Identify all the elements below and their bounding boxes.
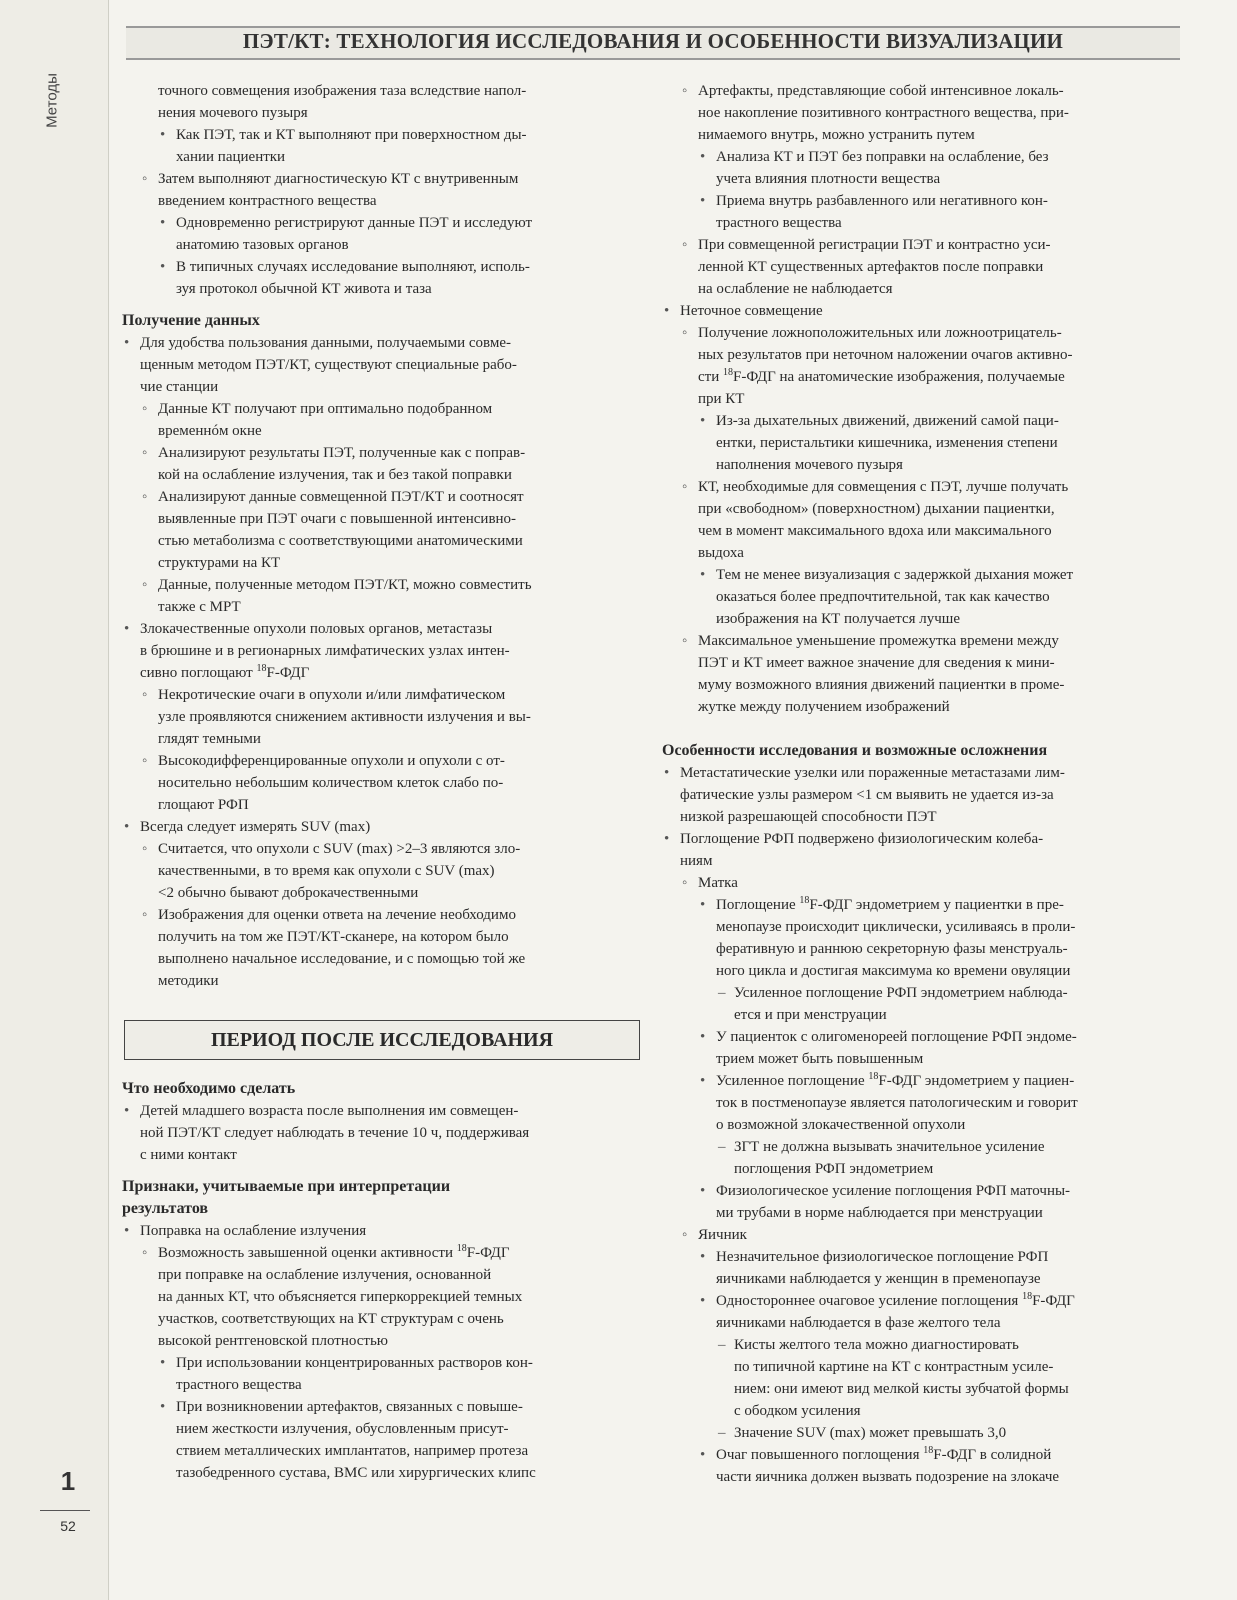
text-line: методики — [158, 973, 219, 989]
bullet-icon: • — [160, 1355, 166, 1371]
text-line: узле проявляются снижением активности излучения и вы- — [158, 709, 531, 725]
text-line: нием жесткости излучения, обусловленным присут- — [176, 1421, 509, 1437]
circle-bullet-icon: ◦ — [142, 171, 148, 187]
text-line: ной ПЭТ/КТ следует наблюдать в течение 10 ч, поддерживая — [140, 1125, 530, 1141]
text-line: ПЭТ и КТ имеет важное значение для сведения к мини- — [698, 655, 1055, 671]
bullet-icon: • — [124, 819, 130, 835]
text-line: яичниками наблюдается в фазе желтого тела — [716, 1315, 1001, 1331]
bullet-icon: • — [700, 1293, 706, 1309]
text-line: высокой рентгеновской плотностью — [158, 1333, 388, 1349]
bullet-icon: • — [160, 259, 166, 275]
section-tab-label: Методы — [43, 73, 61, 128]
left-column — [122, 80, 642, 1484]
list-item: • Как ПЭТ, так и КТ выполняют при поверхностном ды- — [122, 124, 642, 146]
subheading: Признаки, учитываемые при интерпретации — [122, 1178, 451, 1195]
text-line: с ними контакт — [140, 1147, 237, 1163]
chapter-divider — [40, 1510, 90, 1511]
dash-bullet-icon: – — [718, 1337, 726, 1353]
circle-bullet-icon: ◦ — [142, 577, 148, 593]
text-line: выполнено начальное исследование, и с помощью той же — [158, 951, 526, 967]
list-item: ◦ Считается, что опухоли с SUV (max) >2–3 являются зло- — [122, 838, 642, 860]
text-line: выдоха — [698, 545, 744, 561]
dash-bullet-icon: – — [718, 985, 726, 1001]
list-item: • У пациенток с олигоменореей поглощение РФП эндоме- — [662, 1026, 1182, 1048]
text-line: нения мочевого пузыря — [158, 105, 308, 121]
text-line: ниям — [680, 853, 713, 869]
text-line: структурами на КТ — [158, 555, 281, 571]
list-item: • Физиологическое усиление поглощения РФП маточны- — [662, 1180, 1182, 1202]
text-line: при «свободном» (поверхностном) дыхании пациентки, — [698, 501, 1055, 517]
text-line: с ободком усиления — [734, 1403, 861, 1419]
text-line: о возможной злокачественной опухоли — [716, 1117, 966, 1133]
text-line: ных результатов при неточном наложении очагов активно- — [698, 347, 1073, 363]
right-column — [662, 80, 1182, 1488]
list-item: ◦ Высокодифференцированные опухоли и опухоли с от- — [122, 750, 642, 772]
text-line: анатомию тазовых органов — [176, 237, 349, 253]
circle-bullet-icon: ◦ — [682, 633, 688, 649]
text-line: ток в постменопаузе является патологическим и говорит — [716, 1095, 1078, 1111]
text-line: ленной КТ существенных артефактов после поправки — [698, 259, 1044, 275]
list-item: • Незначительное физиологическое поглощение РФП — [662, 1246, 1182, 1268]
list-item: • Неточное совмещение — [662, 300, 1182, 322]
bullet-icon: • — [664, 765, 670, 781]
circle-bullet-icon: ◦ — [682, 479, 688, 495]
circle-bullet-icon: ◦ — [682, 325, 688, 341]
text-line: фатические узлы размером <1 см выявить не удается из-за — [680, 787, 1054, 803]
text-line: кой на ослабление излучения, так и без такой поправки — [158, 467, 512, 483]
list-item: ◦ Максимальное уменьшение промежутка времени между — [662, 630, 1182, 652]
text-line: при поправке на ослабление излучения, основанной — [158, 1267, 492, 1283]
bullet-icon: • — [700, 897, 706, 913]
list-item: – Кисты желтого тела можно диагностировать — [662, 1334, 1182, 1356]
text-line: нимаемого внутрь, можно устранить путем — [698, 127, 975, 143]
list-item: • Поглощение РФП подвержено физиологическим колеба- — [662, 828, 1182, 850]
list-item: • При использовании концентрированных растворов кон- — [122, 1352, 642, 1374]
bullet-icon: • — [700, 1249, 706, 1265]
subheading: Особенности исследования и возможные осложнения — [662, 742, 1048, 759]
page-sidebar — [0, 0, 109, 1600]
list-item: ◦ Возможность завышенной оценки активности $^{18}$F-ФДГ — [122, 1242, 642, 1264]
list-item: • Метастатические узелки или пораженные метастазами лим- — [662, 762, 1182, 784]
text-line: изображения на КТ получается лучше — [716, 611, 960, 627]
circle-bullet-icon: ◦ — [142, 401, 148, 417]
list-item: ◦ КТ, необходимые для совмещения с ПЭТ, лучше получать — [662, 476, 1182, 498]
list-item: ◦ Артефакты, представляющие собой интенсивное локаль- — [662, 80, 1182, 102]
text-line: поглощения РФП эндометрием — [734, 1161, 934, 1177]
text-line: ное накопление позитивного контрастного вещества, при- — [698, 105, 1069, 121]
text-line: яичниками наблюдается у женщин в пременопаузе — [716, 1271, 1041, 1287]
list-item: • Анализа КТ и ПЭТ без поправки на ослабление, без — [662, 146, 1182, 168]
text-line: на данных КТ, что объясняется гиперкоррекцией темных — [158, 1289, 523, 1305]
list-item: ◦ Анализируют результаты ПЭТ, полученные как с поправ- — [122, 442, 642, 464]
text-line: муму возможного влияния движений пациентки в проме- — [698, 677, 1065, 693]
text-line: глядят темными — [158, 731, 261, 747]
list-item: ◦ Матка — [662, 872, 1182, 894]
subheading: Получение данных — [122, 312, 260, 329]
list-item: ◦ Некротические очаги в опухоли и/или лимфатическом — [122, 684, 642, 706]
text-line: <2 обычно бывают доброкачественными — [158, 885, 419, 901]
bullet-icon: • — [700, 149, 706, 165]
text-line: ми трубами в норме наблюдается при менструации — [716, 1205, 1043, 1221]
bullet-icon: • — [160, 1399, 166, 1415]
text-line: нием: они имеют вид мелкой кисты зубчатой формы — [734, 1381, 1069, 1397]
list-item: • Одновременно регистрируют данные ПЭТ и исследуют — [122, 212, 642, 234]
dash-bullet-icon: – — [718, 1139, 726, 1155]
circle-bullet-icon: ◦ — [142, 489, 148, 505]
text-line: хании пациентки — [176, 149, 286, 165]
bullet-icon: • — [664, 303, 670, 319]
list-item: • Злокачественные опухоли половых органов, метастазы — [122, 618, 642, 640]
dash-bullet-icon: – — [718, 1425, 726, 1441]
circle-bullet-icon: ◦ — [142, 907, 148, 923]
page-title: ПЭТ/КТ: ТЕХНОЛОГИЯ ИССЛЕДОВАНИЯ И ОСОБЕННОСТИ ВИЗУАЛИЗАЦИИ — [242, 29, 1064, 53]
text-line: ствием металлических имплантатов, например протеза — [176, 1443, 529, 1459]
text-line: менопаузе происходит циклически, усиливаясь в проли- — [716, 919, 1076, 935]
bullet-icon: • — [160, 215, 166, 231]
list-item: • Приема внутрь разбавленного или негативного кон- — [662, 190, 1182, 212]
text-line: щенным методом ПЭТ/КТ, существуют специальные рабо- — [140, 357, 517, 373]
circle-bullet-icon: ◦ — [682, 237, 688, 253]
circle-bullet-icon: ◦ — [682, 83, 688, 99]
text-line: трием может быть повышенным — [716, 1051, 924, 1067]
text-line: сивно поглощают $^{18}$F-ФДГ — [140, 663, 310, 681]
bullet-icon: • — [124, 1223, 130, 1239]
circle-bullet-icon: ◦ — [682, 1227, 688, 1243]
list-item: ◦ Данные КТ получают при оптимально подобранном — [122, 398, 642, 420]
text-line: части яичника должен вызвать подозрение на злокаче — [716, 1469, 1060, 1485]
bullet-icon: • — [700, 193, 706, 209]
bullet-icon: • — [124, 621, 130, 637]
list-item: • Из-за дыхательных движений, движений самой паци- — [662, 410, 1182, 432]
text-line: точного совмещения изображения таза вследствие напол- — [158, 83, 527, 99]
circle-bullet-icon: ◦ — [142, 841, 148, 857]
list-item: • Детей младшего возраста после выполнения им совмещен- — [122, 1100, 642, 1122]
list-item: – ЗГТ не должна вызывать значительное усиление — [662, 1136, 1182, 1158]
text-line: ентки, перистальтики кишечника, изменения степени — [716, 435, 1058, 451]
list-item: • Поглощение $^{18}$F-ФДГ эндометрием у пациентки в пре- — [662, 894, 1182, 916]
bullet-icon: • — [700, 1183, 706, 1199]
list-item: ◦ Изображения для оценки ответа на лечение необходимо — [122, 904, 642, 926]
text-line: низкой разрешающей способности ПЭТ — [680, 809, 937, 825]
text-line: тазобедренного сустава, ВМС или хирургических клипс — [176, 1465, 536, 1481]
list-item: • Одностороннее очаговое усиление поглощения $^{18}$F-ФДГ — [662, 1290, 1182, 1312]
text-line: глощают РФП — [158, 797, 249, 813]
text-line: стью метаболизма с соответствующими анатомическими — [158, 533, 523, 549]
text-line: получить на том же ПЭТ/КТ-сканере, на котором было — [158, 929, 509, 945]
bullet-icon: • — [664, 831, 670, 847]
bullet-icon: • — [124, 1103, 130, 1119]
page-number: 52 — [60, 1518, 76, 1534]
text-line: в брюшине и в регионарных лимфатических узлах интен- — [140, 643, 510, 659]
text-line: по типичной картине на КТ с контрастным усиле- — [734, 1359, 1054, 1375]
list-item: • Поправка на ослабление излучения — [122, 1220, 642, 1242]
list-item: – Усиленное поглощение РФП эндометрием наблюда- — [662, 982, 1182, 1004]
text-line: при КТ — [698, 391, 745, 407]
text-line: качественными, в то время как опухоли с SUV (max) — [158, 863, 495, 879]
text-line: участков, соответствующих на КТ структурам с очень — [158, 1311, 504, 1327]
list-item: • Всегда следует измерять SUV (max) — [122, 816, 642, 838]
text-line: оказаться более предпочтительной, так как качество — [716, 589, 1050, 605]
text-line: чие станции — [140, 379, 219, 395]
list-item: – Значение SUV (max) может превышать 3,0 — [662, 1422, 1182, 1444]
text-line: чем в момент максимального вдоха или максимального — [698, 523, 1052, 539]
text-line: жутке между получением изображений — [698, 699, 950, 715]
text-line: носительно небольшим количеством клеток слабо по- — [158, 775, 504, 791]
circle-bullet-icon: ◦ — [142, 445, 148, 461]
list-item: ◦ Затем выполняют диагностическую КТ с внутривенным — [122, 168, 642, 190]
list-item: • При возникновении артефактов, связанных с повыше- — [122, 1396, 642, 1418]
text-line: сти $^{18}$F-ФДГ на анатомические изображения, получаемые — [698, 367, 1065, 385]
bullet-icon: • — [700, 1029, 706, 1045]
list-item: ◦ При совмещенной регистрации ПЭТ и контрастно уси- — [662, 234, 1182, 256]
bullet-icon: • — [700, 1073, 706, 1089]
text-line: зуя протокол обычной КТ живота и таза — [176, 281, 432, 297]
circle-bullet-icon: ◦ — [142, 687, 148, 703]
list-item: • Для удобства пользования данными, получаемыми совме- — [122, 332, 642, 354]
text-line: ется и при менструации — [734, 1007, 887, 1023]
section-title-box: ПЕРИОД ПОСЛЕ ИССЛЕДОВАНИЯ — [124, 1020, 640, 1060]
bullet-icon: • — [700, 567, 706, 583]
bullet-icon: • — [700, 413, 706, 429]
list-item: • В типичных случаях исследование выполняют, исполь- — [122, 256, 642, 278]
subheading: Что необходимо сделать — [122, 1080, 296, 1097]
text-line: трастного вещества — [176, 1377, 302, 1393]
text-line: временнóм окне — [158, 423, 262, 439]
text-line: учета влияния плотности вещества — [716, 171, 941, 187]
text-line: на ослабление не наблюдается — [698, 281, 893, 297]
list-item: ◦ Анализируют данные совмещенной ПЭТ/КТ и соотносят — [122, 486, 642, 508]
bullet-icon: • — [700, 1447, 706, 1463]
text-line: также с МРТ — [158, 599, 241, 615]
circle-bullet-icon: ◦ — [682, 875, 688, 891]
circle-bullet-icon: ◦ — [142, 1245, 148, 1261]
list-item: ◦ Данные, полученные методом ПЭТ/КТ, можно совместить — [122, 574, 642, 596]
list-item: • Усиленное поглощение $^{18}$F-ФДГ эндометрием у пациен- — [662, 1070, 1182, 1092]
list-item: • Тем не менее визуализация с задержкой дыхания может — [662, 564, 1182, 586]
bullet-icon: • — [124, 335, 130, 351]
text-line: введением контрастного вещества — [158, 193, 377, 209]
subheading-continued: результатов — [122, 1200, 209, 1217]
circle-bullet-icon: ◦ — [142, 753, 148, 769]
bullet-icon: • — [160, 127, 166, 143]
text-line: выявленные при ПЭТ очаги с повышенной интенсивно- — [158, 511, 517, 527]
text-line: феративную и раннюю секреторную фазы менструаль- — [716, 941, 1068, 957]
list-item: • Очаг повышенного поглощения $^{18}$F-ФДГ в солидной — [662, 1444, 1182, 1466]
text-line: ного цикла и достигая максимума ко времени овуляции — [716, 963, 1071, 979]
list-item: ◦ Яичник — [662, 1224, 1182, 1246]
text-line: трастного вещества — [716, 215, 842, 231]
list-item: ◦ Получение ложноположительных или ложноотрицатель- — [662, 322, 1182, 344]
chapter-number: 1 — [60, 1466, 76, 1496]
text-line: наполнения мочевого пузыря — [716, 457, 903, 473]
